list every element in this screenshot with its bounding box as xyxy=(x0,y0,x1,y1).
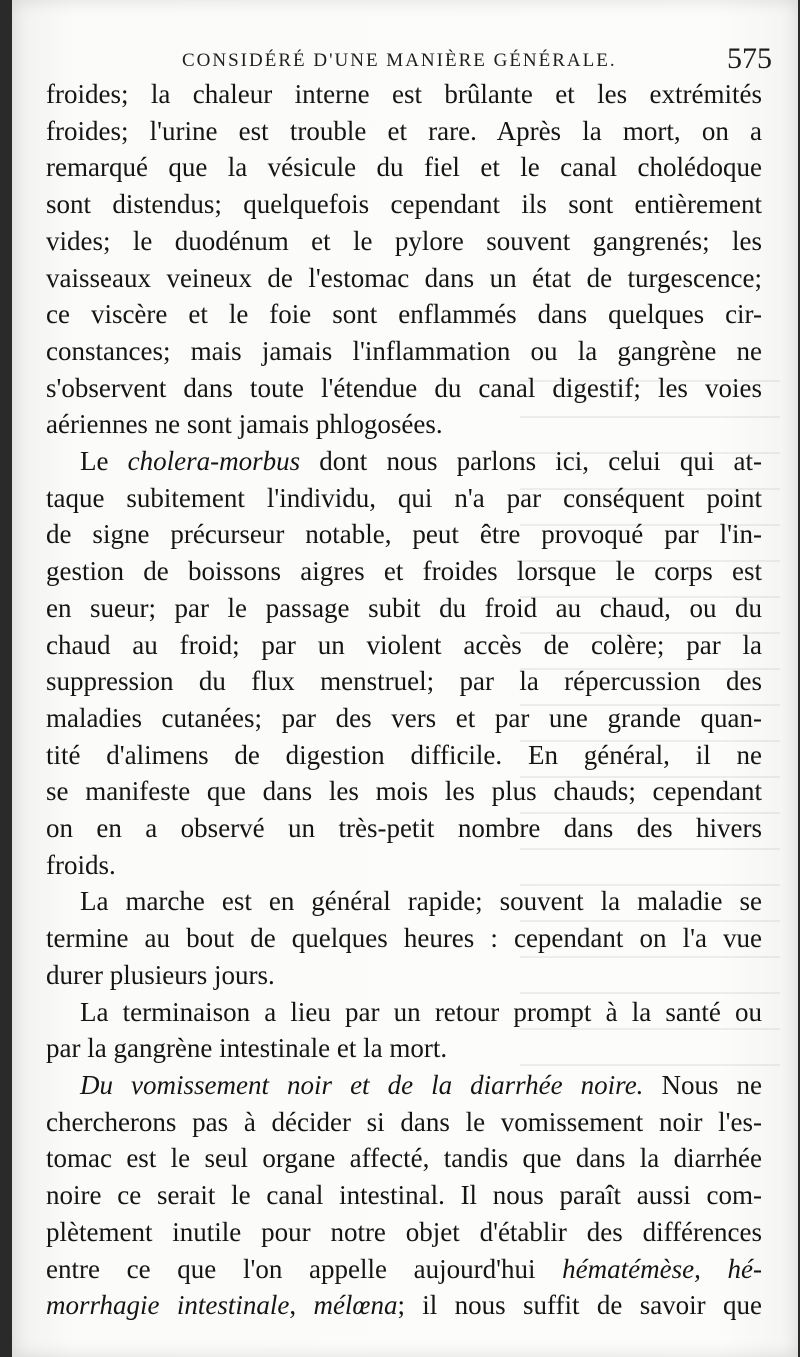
text-line: La terminaison a lieu par un retour prompt à la santé ou xyxy=(80,996,762,1027)
text-run: ; il nous suffit de savoir que xyxy=(397,1290,763,1321)
text-line xyxy=(46,1067,762,1104)
text-line: aériennes ne sont jamais phlogosées. xyxy=(46,409,443,440)
text-line: gestion de boissons aigres et froides lorsque le corps est xyxy=(46,556,762,587)
text-line: froides; la chaleur interne est brûlante et les extrémités xyxy=(46,79,762,109)
text-line: chaud au froid; par un violent accès de colère; par la xyxy=(46,629,762,660)
text-line: ce viscère et le foie sont enflammés dans quelques cir- xyxy=(46,299,762,330)
text-line: en sueur; par le passage subit du froid au chaud, ou du xyxy=(46,592,762,623)
text-line xyxy=(46,443,762,480)
text-line: termine au bout de quelques heures : cependant on l'a vue xyxy=(46,923,762,954)
text-line: La marche est en général rapide; souvent la maladie se xyxy=(80,886,762,917)
text-line: on en a observé un très-petit nombre dans des hivers xyxy=(46,813,762,844)
text-line: durer plusieurs jours. xyxy=(46,959,275,990)
text-line: remarqué que la vésicule du fiel et le canal cholédoque xyxy=(46,152,762,183)
text-run: Nous ne xyxy=(643,1069,762,1100)
italic-term: hématémèse, hé- xyxy=(562,1253,763,1284)
text-line: maladies cutanées; par des vers et par une grande quan- xyxy=(46,702,762,733)
text-run: entre ce que l'on appelle aujourd'hui xyxy=(46,1253,563,1284)
paragraph-5 xyxy=(46,1067,762,1324)
text-line: s'observent dans toute l'étendue du canal digestif; les voies xyxy=(46,372,762,403)
text-line: sont distendus; quelquefois cependant ils sont entièrement xyxy=(46,189,762,220)
page-number: 575 xyxy=(727,42,772,75)
italic-term: mélœna xyxy=(313,1290,398,1321)
paragraph-2 xyxy=(46,443,762,883)
text-line: suppression du flux menstruel; par la répercussion des xyxy=(46,666,762,697)
text-line: tomac est le seul organe affecté, tandis que dans la diarrhée xyxy=(46,1143,762,1174)
text-line: tité d'alimens de digestion difficile. En général, il ne xyxy=(46,739,762,770)
text-line: chercherons pas à décider si dans le vomissement noir l'es- xyxy=(46,1106,762,1137)
italic-term: cholera-morbus xyxy=(127,446,301,477)
book-page xyxy=(12,0,798,1357)
text-run: dont nous parlons ici, celui qui at- xyxy=(300,446,762,477)
text-line: par la gangrène intestinale et la mort. xyxy=(46,1033,448,1064)
running-title: CONSIDÉRÉ D'UNE MANIÈRE GÉNÉRALE. xyxy=(182,50,617,71)
text-run: , xyxy=(289,1290,314,1321)
text-line: froids. xyxy=(46,849,116,880)
text-line: noire ce serait le canal intestinal. Il nous paraît aussi com- xyxy=(46,1180,762,1211)
text-line: taque subitement l'individu, qui n'a par conséquent point xyxy=(46,482,762,513)
text-line: constances; mais jamais l'inflammation ou la gangrène ne xyxy=(46,335,762,366)
paragraph-1 xyxy=(46,76,762,443)
paragraph-4 xyxy=(46,994,762,1067)
paragraph-3 xyxy=(46,883,762,993)
text-line xyxy=(46,1287,762,1324)
italic-heading: Du vomissement noir et de la diarrhée noire. xyxy=(80,1069,644,1100)
text-line: de signe précurseur notable, peut être provoqué par l'in- xyxy=(46,519,762,550)
text-line: vides; le duodénum et le pylore souvent gangrenés; les xyxy=(46,225,762,256)
text-line xyxy=(46,1251,762,1288)
body-text xyxy=(46,76,762,1324)
italic-term: morrhagie intestinale xyxy=(46,1290,290,1321)
text-line: vaisseaux veineux de l'estomac dans un état de turgescence; xyxy=(46,262,762,293)
text-line: se manifeste que dans les mois les plus chauds; cependant xyxy=(46,776,762,807)
text-run: Le xyxy=(80,446,128,477)
text-line: plètement inutile pour notre objet d'établir des différences xyxy=(46,1216,762,1247)
text-line: froides; l'urine est trouble et rare. Après la mort, on a xyxy=(46,115,762,146)
